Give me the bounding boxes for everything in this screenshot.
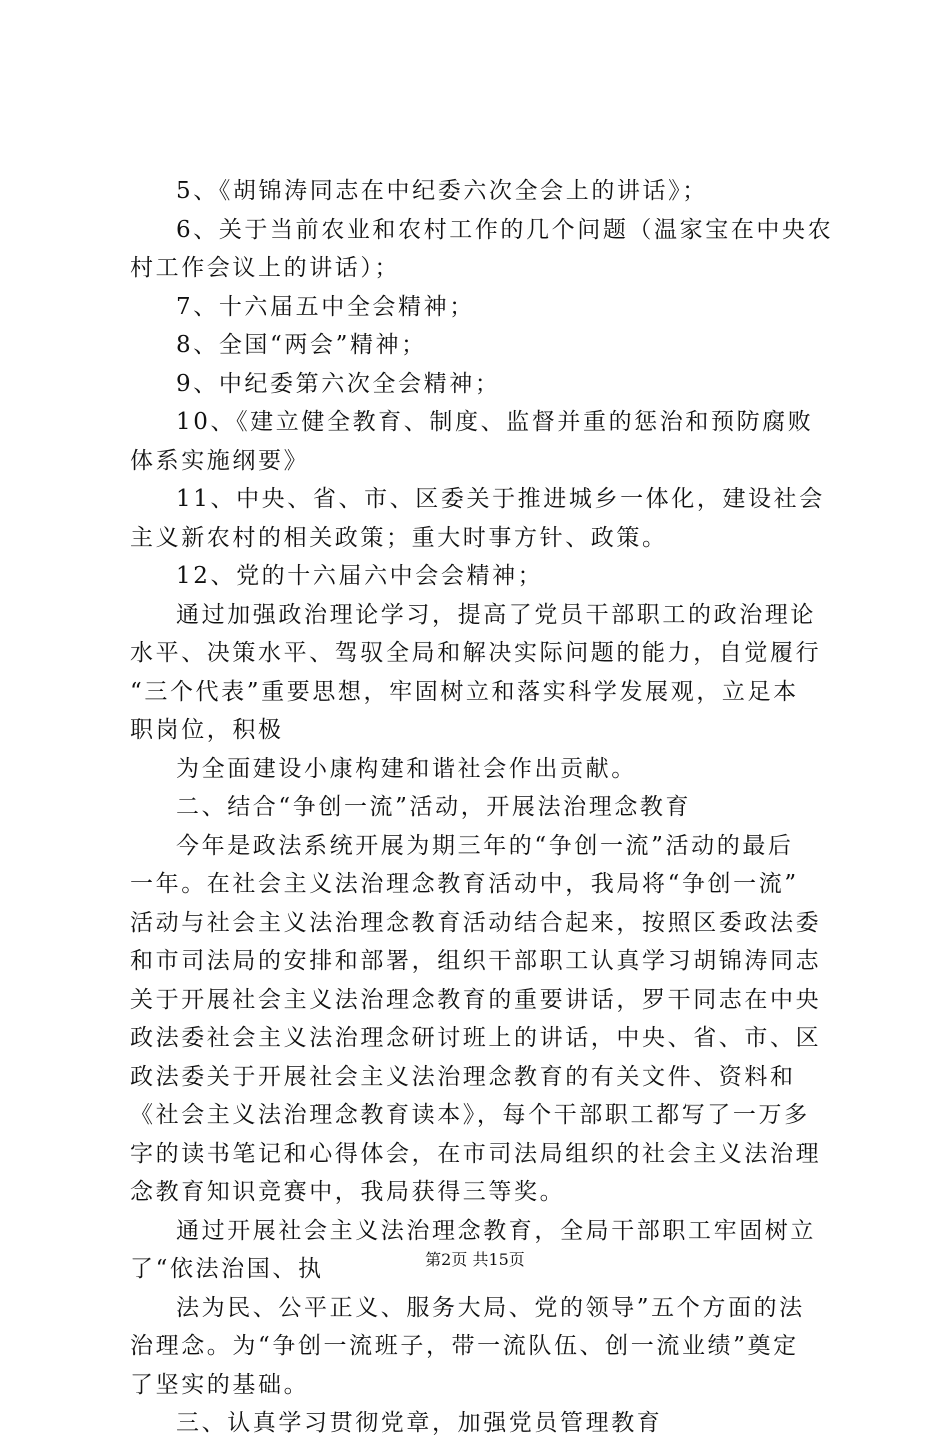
text-line: 了“依法治国、执 [130, 1256, 324, 1282]
text-line: 字的读书笔记和心得体会，在市司法局组织的社会主义法治理 [130, 1140, 822, 1167]
text-line: 村工作会议上的讲话）； [130, 255, 401, 281]
text-line: 《社会主义法治理念教育读本》，每个干部职工都写了一万多 [130, 1102, 810, 1128]
text-line: 10、《建立健全教育、制度、监督并重的惩治和预防腐败 [176, 409, 814, 435]
text-line: 一年。在社会主义法治理念教育活动中，我局将“争创一流” [130, 871, 799, 897]
text-line: 政法委关于开展社会主义法治理念教育的有关文件、资料和 [130, 1063, 796, 1090]
text-line: 7、十六届五中全会精神； [176, 293, 475, 320]
text-line: 主义新农村的相关政策；重大时事方针、政策。 [130, 524, 668, 551]
text-line: 8、全国“两会”精神； [176, 332, 427, 358]
text-line: 通过加强政治理论学习，提高了党员干部职工的政治理论 [176, 601, 816, 628]
page-footer: 第2页 共15页 [425, 1250, 525, 1269]
text-line: 活动与社会主义法治理念教育活动结合起来，按照区委政法委 [130, 909, 822, 936]
text-line: 职岗位，积极 [130, 717, 284, 743]
text-line: 体系实施纲要》 [130, 447, 310, 474]
text-line: “三个代表”重要思想，牢固树立和落实科学发展观，立足本 [130, 678, 799, 705]
text-line: 关于开展社会主义法治理念教育的重要讲话，罗干同志在中央 [130, 986, 822, 1013]
text-line: 三、认真学习贯彻党章，加强党员管理教育 [176, 1410, 663, 1436]
text-line: 今年是政法系统开展为期三年的“争创一流”活动的最后 [176, 832, 794, 859]
text-line: 了坚实的基础。 [130, 1371, 310, 1398]
text-line: 为全面建设小康构建和谐社会作出贡献。 [176, 755, 637, 782]
text-line: 二、结合“争创一流”活动，开展法治理念教育 [176, 794, 692, 820]
text-line: 政法委社会主义法治理念研讨班上的讲话，中央、省、市、区 [130, 1025, 822, 1051]
text-line: 11、中央、省、市、区委关于推进城乡一体化，建设社会 [176, 486, 825, 512]
text-line: 5、《胡锦涛同志在中纪委六次全会上的讲话》； [176, 178, 708, 204]
text-line: 9、中纪委第六次全会精神； [176, 370, 501, 397]
text-line: 通过开展社会主义法治理念教育，全局干部职工牢固树立 [176, 1217, 816, 1244]
text-line: 法为民、公平正义、服务大局、党的领导”五个方面的法 [176, 1294, 805, 1321]
text-line: 治理念。为“争创一流班子，带一流队伍、创一流业绩”奠定 [130, 1333, 799, 1359]
text-line: 和市司法局的安排和部署，组织干部职工认真学习胡锦涛同志 [130, 948, 822, 974]
text-line: 6、关于当前农业和农村工作的几个问题（温家宝在中央农 [176, 216, 834, 243]
text-line: 念教育知识竞赛中，我局获得三等奖。 [130, 1179, 566, 1205]
text-line: 12、党的十六届六中会会精神； [176, 563, 544, 589]
text-line: 水平、决策水平、驾驭全局和解决实际问题的能力，自觉履行 [130, 640, 822, 666]
